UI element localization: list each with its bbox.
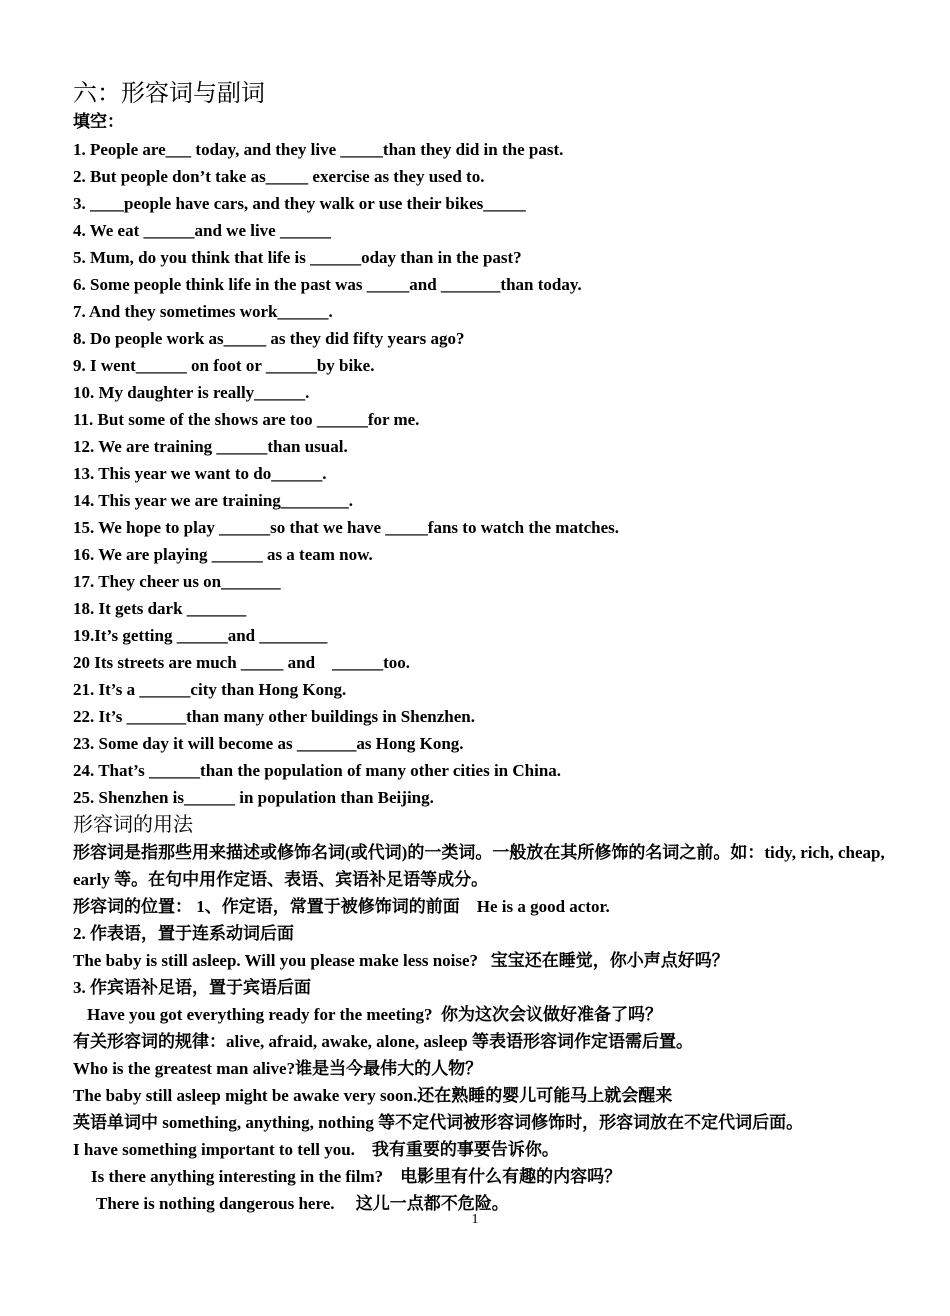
exercise-list bbox=[73, 136, 893, 811]
document-page bbox=[73, 78, 893, 1217]
exercise-item: 7. And they sometimes work______. bbox=[73, 302, 333, 321]
exercise-item: 18. It gets dark _______ bbox=[73, 599, 247, 618]
fill-in-label: 填空： bbox=[73, 112, 124, 131]
exercise-item: 15. We hope to play ______so that we have _____fans to watch the matches. bbox=[73, 518, 620, 537]
rule-example: Who is the greatest man alive?谁是当今最伟大的人物？ bbox=[73, 1059, 483, 1078]
exercise-item: 4. We eat ______and we live ______ bbox=[73, 221, 331, 240]
exercise-item: 20 Its streets are much _____ and ______too. bbox=[73, 653, 410, 672]
rule-example: The baby still asleep might be awake very soon.还在熟睡的婴儿可能马上就会醒来 bbox=[73, 1086, 673, 1105]
usage-heading: 形容词的用法 bbox=[73, 814, 193, 836]
exercise-item: 9. I went______ on foot or ______by bike. bbox=[73, 356, 375, 375]
rule-line: 有关形容词的规律：alive, afraid, awake, alone, asleep 等表语形容词作定语需后置。 bbox=[73, 1032, 694, 1051]
complement-example: Have you got everything ready for the meeting? 你为这次会议做好准备了吗？ bbox=[87, 1005, 662, 1024]
predicative-heading: 2. 作表语，置于连系动词后面 bbox=[73, 924, 294, 943]
exercise-item: 22. It’s _______than many other buildings in Shenzhen. bbox=[73, 707, 475, 726]
exercise-item: 14. This year we are training________. bbox=[73, 491, 354, 510]
exercise-item: 25. Shenzhen is______ in population than Beijing. bbox=[73, 788, 434, 807]
exercise-item: 13. This year we want to do______. bbox=[73, 464, 327, 483]
pronoun-example: Is there anything interesting in the film? 电影里有什么有趣的内容吗？ bbox=[91, 1167, 622, 1186]
exercise-item: 5. Mum, do you think that life is ______oday than in the past? bbox=[73, 248, 522, 267]
page-number: 1 bbox=[471, 1212, 479, 1227]
exercise-item: 23. Some day it will become as _______as Hong Kong. bbox=[73, 734, 464, 753]
complement-heading: 3. 作宾语补足语，置于宾语后面 bbox=[73, 978, 311, 997]
pronoun-example: There is nothing dangerous here. 这儿一点都不危险。 bbox=[96, 1194, 509, 1213]
usage-intro: 形容词是指那些用来描述或修饰名词(或代词)的一类词。一般放在其所修饰的名词之前。如：tidy, rich, cheap, early 等。在句中用作定语、表语、宾语补足语等成分。 bbox=[73, 843, 885, 889]
exercise-item: 3. ____people have cars, and they walk or use their bikes_____ bbox=[73, 194, 526, 213]
exercise-item: 17. They cheer us on_______ bbox=[73, 572, 281, 591]
exercise-item: 10. My daughter is really______. bbox=[73, 383, 310, 402]
exercise-item: 11. But some of the shows are too ______for me. bbox=[73, 410, 420, 429]
exercise-item: 16. We are playing ______ as a team now. bbox=[73, 545, 373, 564]
pronoun-rule: 英语单词中 something, anything, nothing 等不定代词被形容词修饰时，形容词放在不定代词后面。 bbox=[73, 1113, 804, 1132]
exercise-item: 21. It’s a ______city than Hong Kong. bbox=[73, 680, 347, 699]
predicative-example: The baby is still asleep. Will you please make less noise? 宝宝还在睡觉，你小声点好吗？ bbox=[73, 951, 729, 970]
exercise-item: 2. But people don’t take as_____ exercise as they used to. bbox=[73, 167, 485, 186]
pronoun-example: I have something important to tell you. 我有重要的事要告诉你。 bbox=[73, 1140, 559, 1159]
exercise-item: 12. We are training ______than usual. bbox=[73, 437, 348, 456]
exercise-item: 19.It’s getting ______and ________ bbox=[73, 626, 328, 645]
exercise-item: 6. Some people think life in the past was _____and _______than today. bbox=[73, 275, 582, 294]
exercise-item: 24. That’s ______than the population of many other cities in China. bbox=[73, 761, 562, 780]
exercise-item: 8. Do people work as_____ as they did fifty years ago? bbox=[73, 329, 465, 348]
exercise-item: 1. People are___ today, and they live _____than they did in the past. bbox=[73, 140, 564, 159]
section-title: 六：形容词与副词 bbox=[73, 81, 265, 107]
position-line: 形容词的位置： 1、作定语，常置于被修饰词的前面 He is a good actor. bbox=[73, 897, 610, 916]
